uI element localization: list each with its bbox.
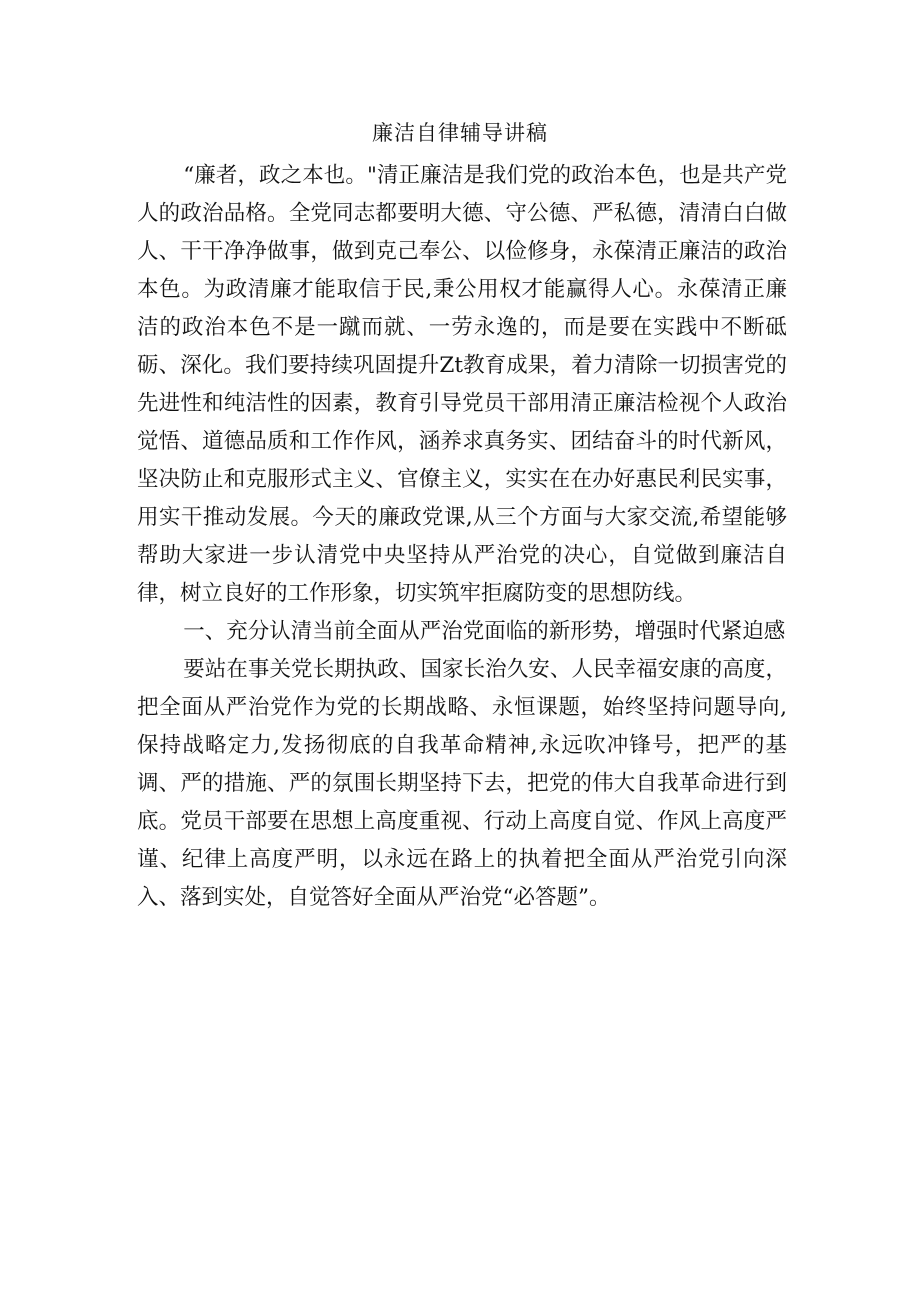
- paragraph-intro: “廉者，政之本也。"清正廉洁是我们党的政治本色，也是共产党人的政治品格。全党同志都要明大德、守公德、严私德，清清白白做人、干干净净做事，做到克己奉公、以俭修身，永葆清正廉洁的政治本色。为政清廉才能取信于民,秉公用权才能赢得人心。永葆清正廉洁的政治本色不是一蹴而就、一劳永逸的，而是要在实践中不断砥砺、深化。我们要持续巩固提升Zt教育成果，着力清除一切损害党的先进性和纯洁性的因素，教育引导党员干部用清正廉洁检视个人政治觉悟、道德品质和工作作风，涵养求真务实、团结奋斗的时代新风，坚决防止和克服形式主义、官僚主义，实实在在办好惠民利民实事，用实干推动发展。今天的廉政党课,从三个方面与大家交流,希望能够帮助大家进一步认清党中央坚持从严治党的决心，自觉做到廉洁自律，树立良好的工作形象，切实筑牢拒腐防变的思想防线。: [137, 163, 787, 606]
- paragraph-section-1: 要站在事关党长期执政、国家长治久安、人民幸福安康的高度，把全面从严治党作为党的长期战略、永恒课题，始终坚持问题导向,保持战略定力,发扬彻底的自我革命精神,永远吹冲锋号，把严的基调、严的措施、严的氛围长期坚持下去，把党的伟大自我革命进行到底。党员干部要在思想上高度重视、行动上高度自觉、作风上高度严谨、纪律上高度严明，以永远在路上的执着把全面从严治党引向深入、落到实处，自觉答好全面从严治党“必答题”。: [137, 657, 787, 910]
- document-title: 廉洁自律辅导讲稿: [372, 121, 548, 145]
- section-heading-1: 一、充分认清当前全面从严治党面临的新形势，增强时代紧迫感: [183, 619, 786, 644]
- document-body: [137, 157, 787, 917]
